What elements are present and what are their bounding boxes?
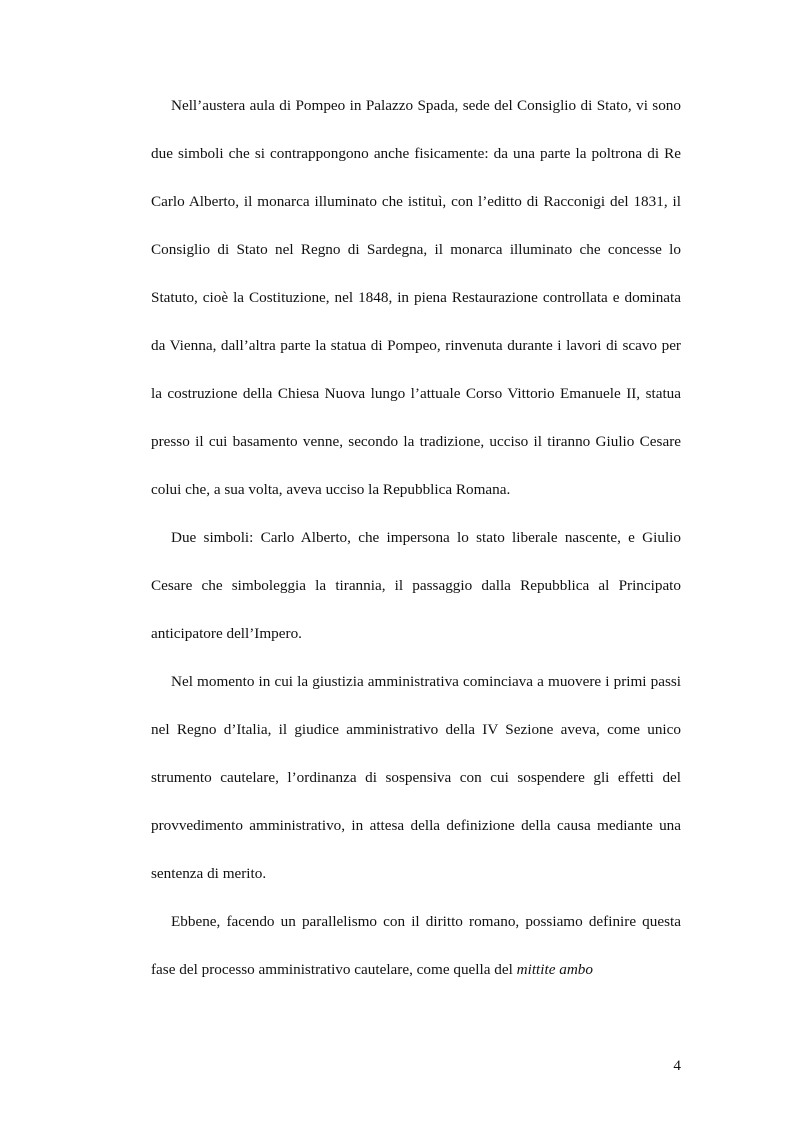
paragraph-due-simboli: Due simboli: Carlo Alberto, che impersona lo stato liberale nascente, e Giulio Cesare che simboleggia la tirannia, il passaggio dalla Repubblica al Principato anticipatore dell’Impero. — [151, 529, 681, 642]
italic-phrase-mittite-ambo: mittite ambo — [516, 961, 593, 978]
paragraph-palazzo-spada: Nell’austera aula di Pompeo in Palazzo Spada, sede del Consiglio di Stato, vi sono due simboli che si contrappongono anche fisicamente: da una parte la poltrona di Re Carlo Alberto, il monarca illuminato che istituì, con l’editto di Racconigi del 1831, il Consiglio di Stato nel Regno di Sardegna, il monarca illuminato che concesse lo Statuto, cioè la Costituzione, nel 1848, in piena Restaurazione controllata e dominata da Vienna, dall’altra parte la statua di Pompeo, rinvenuta durante i lavori di scavo per la costruzione della Chiesa Nuova lungo l’attuale Corso Vittorio Emanuele II, statua presso il cui basamento venne, secondo la tradizione, ucciso il tiranno Giulio Cesare colui che, a sua volta, aveva ucciso la Repubblica Romana. — [151, 97, 681, 498]
document-body — [151, 82, 681, 994]
paragraph-giustizia-amministrativa: Nel momento in cui la giustizia amministrativa cominciava a muovere i primi passi nel Regno d’Italia, il giudice amministrativo della IV Sezione aveva, come unico strumento cautelare, l’ordinanza di sospensiva con cui sospendere gli effetti del provvedimento amministrativo, in attesa della definizione della causa mediante una sentenza di merito. — [151, 673, 681, 882]
paragraph-parallelismo — [151, 898, 681, 994]
page-number: 4 — [673, 1057, 681, 1074]
paragraph-parallelismo-text: Ebbene, facendo un parallelismo con il diritto romano, possiamo definire questa fase del processo amministrativo cautelare, come quella del — [151, 913, 681, 978]
